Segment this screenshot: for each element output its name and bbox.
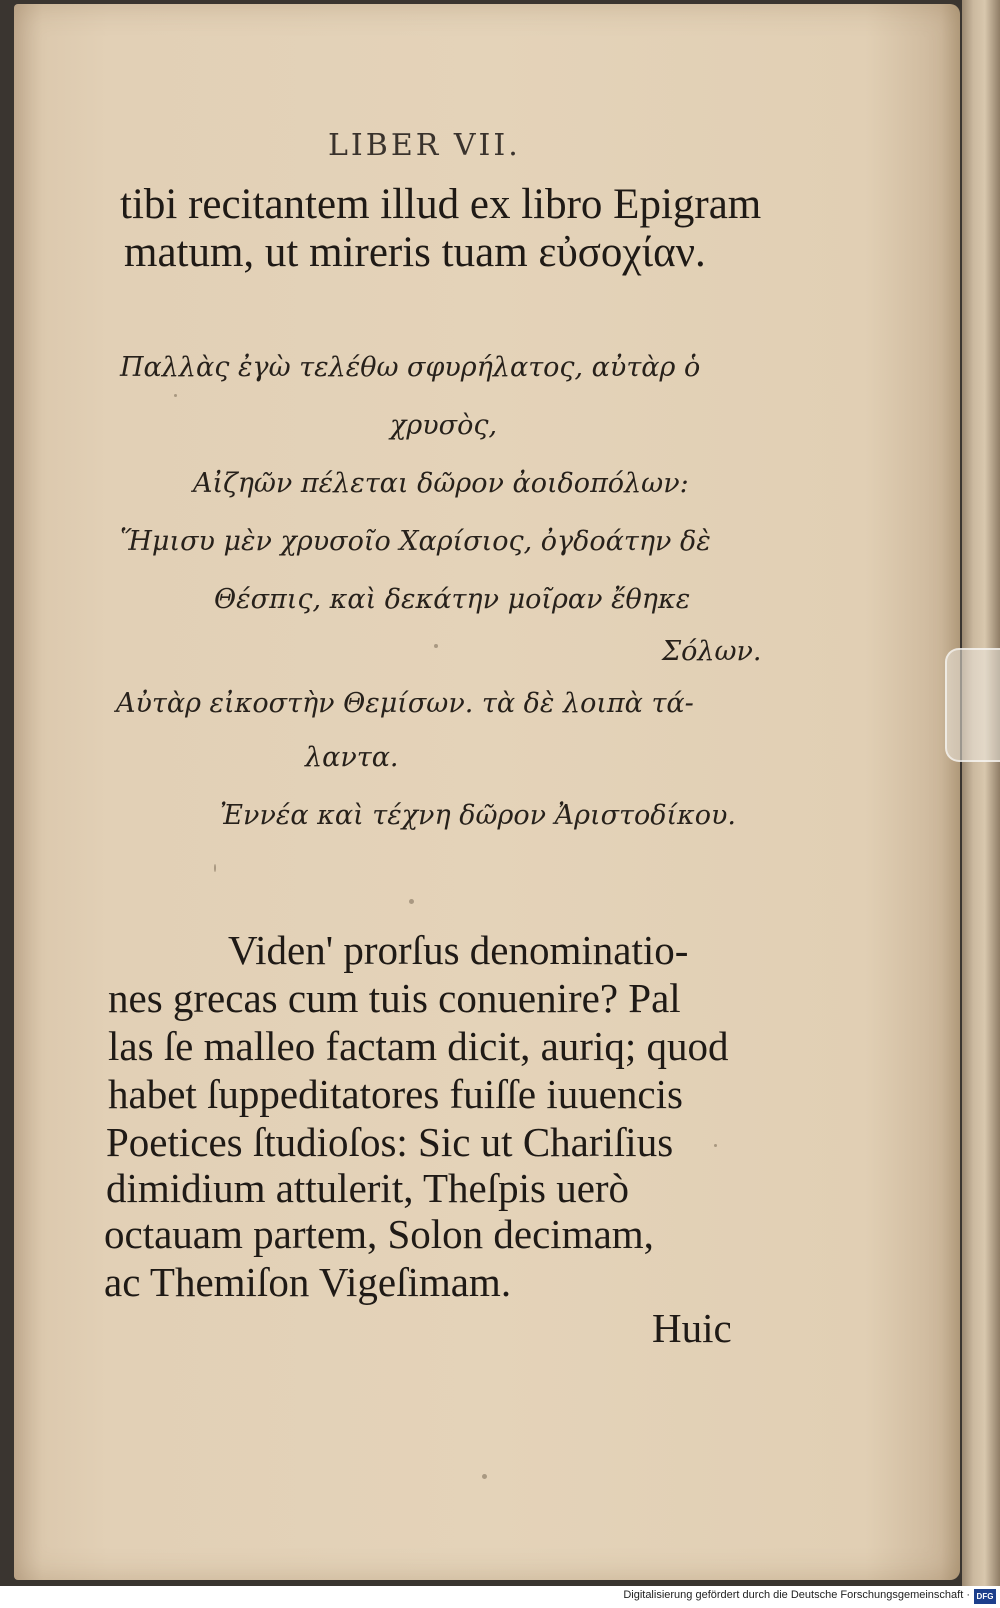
paragraph-line: habet ſuppeditatores fuiſſe iuuencis xyxy=(108,1071,683,1117)
catchword: Huic xyxy=(652,1305,732,1351)
dfg-logo: DFG xyxy=(974,1589,996,1604)
paper-speck xyxy=(409,899,414,904)
greek-verse-line: χρυσὸς, xyxy=(390,410,498,441)
paragraph-line: ac Themiſon Vigeſimam. xyxy=(104,1259,512,1305)
paragraph-line: nes grecas cum tuis conuenire? Pal xyxy=(108,975,681,1021)
greek-verse-line: λαντα. xyxy=(305,742,399,773)
greek-verse-line: Παλλὰς ἐγὼ τελέθω σφυρήλατος, αὐτὰρ ὁ xyxy=(120,352,701,383)
digitization-footer xyxy=(0,1586,1000,1608)
paper-speck xyxy=(214,864,216,872)
greek-verse-line: Αὐτὰρ εἰκοστὴν Θεμίσων. τὰ δὲ λοιπὰ τά- xyxy=(116,688,694,719)
greek-verse-line: Θέσπις, καὶ δεκάτην μοῖραν ἔθηκε xyxy=(214,584,691,615)
text-line: tibi recitantem illud ex libro Epigram xyxy=(120,181,762,228)
text-line: matum, ut mireris tuam εὐσοχίαν. xyxy=(124,229,706,276)
running-header: LIBER VII. xyxy=(328,128,521,163)
paragraph-line: las ſe malleo factam dicit, auriq; quod xyxy=(108,1023,729,1069)
paragraph-line: dimidium attulerit, Theſpis uerò xyxy=(106,1165,630,1211)
paper-speck xyxy=(482,1474,487,1479)
greek-verse-line: Αἰζηῶν πέλεται δῶρον ἀοιδοπόλων: xyxy=(193,468,689,499)
paragraph-line: Viden' prorſus denominatio- xyxy=(228,927,689,973)
paragraph-line: Poetices ſtudioſos: Sic ut Chariſius xyxy=(106,1119,674,1165)
greek-verse-line: Ἐννέα καὶ τέχνη δῶρον Ἀριστοδίκου. xyxy=(220,800,737,831)
paper-speck xyxy=(434,644,438,648)
paper-speck xyxy=(174,394,177,397)
page-clip xyxy=(945,648,1000,762)
paragraph-line: octauam partem, Solon decimam, xyxy=(104,1211,654,1257)
greek-verse-line: Σόλων. xyxy=(662,636,762,667)
page-edge xyxy=(962,0,1000,1586)
paper-speck xyxy=(714,1144,717,1147)
digitization-credit: Digitalisierung gefördert durch die Deutsche Forschungsgemeinschaft · xyxy=(623,1589,970,1601)
greek-verse-line: Ἥμισυ μὲν χρυσοῖο Χαρίσιος, ὀγδοάτην δὲ xyxy=(120,526,711,557)
